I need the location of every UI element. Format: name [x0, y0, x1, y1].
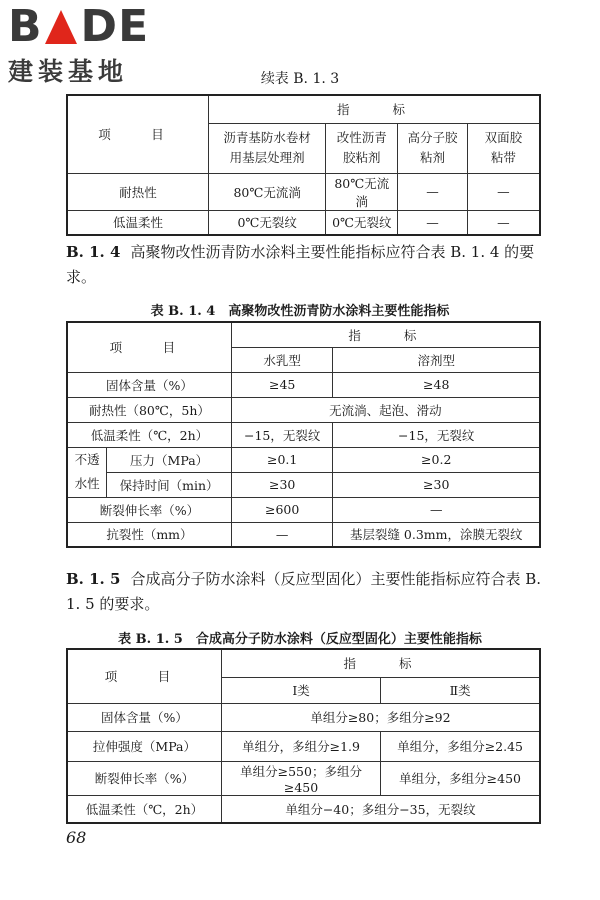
col-header: 双面胶 粘带: [467, 123, 540, 173]
cell: 80℃无流淌: [208, 173, 325, 210]
section-text: 合成高分子防水涂料（反应型固化）主要性能指标应符合表 B. 1. 5 的要求。: [66, 570, 542, 613]
table-b14-caption: 表 B. 1. 4 高聚物改性沥青防水涂料主要性能指标: [150, 304, 450, 319]
cell: 单组分≥550；多组分≥450: [221, 761, 380, 795]
table-row: [67, 447, 540, 472]
table-b14: [66, 321, 541, 548]
row-label: 固体含量（%）: [67, 703, 221, 731]
cell: —: [333, 497, 540, 522]
cell: ≥30: [333, 472, 540, 497]
table-b13-caption: 续表 B. 1. 3: [260, 71, 340, 87]
cell: ≥0.2: [333, 447, 540, 472]
table-b15: [66, 648, 541, 824]
cell: —: [398, 173, 468, 210]
row-label: 拉伸强度（MPa）: [67, 731, 221, 761]
table-row: [67, 522, 540, 547]
row-label: 低温柔性（℃，2h）: [67, 795, 221, 823]
row-label: 耐热性（80℃，5h）: [67, 397, 231, 422]
group-label-impermeability: 不透 水性: [67, 447, 107, 497]
table-row: [67, 703, 540, 731]
item-header: 项 目: [67, 322, 231, 372]
cell: —: [467, 210, 540, 235]
cell: 单组分≥80；多组分≥92: [221, 703, 540, 731]
item-header: 项 目: [67, 649, 221, 703]
section-b14-paragraph: [66, 240, 546, 290]
cell: —: [398, 210, 468, 235]
cell: 0℃无裂纹: [208, 210, 325, 235]
cell: —: [231, 522, 333, 547]
col-header: Ⅰ类: [221, 677, 380, 703]
table-row: [67, 795, 540, 823]
section-number: B. 1. 5: [66, 570, 121, 588]
table-row: [67, 497, 540, 522]
table-row: [67, 210, 540, 235]
col-header: 沥青基防水卷材 用基层处理剂: [208, 123, 325, 173]
section-number: B. 1. 4: [66, 243, 121, 261]
cell: 单组分，多组分≥2.45: [381, 731, 540, 761]
section-text: 高聚物改性沥青防水涂料主要性能指标应符合表 B. 1. 4 的要求。: [66, 243, 535, 286]
index-header: 指 标: [221, 649, 540, 677]
table-row: [67, 422, 540, 447]
logo-triangle-icon: [45, 10, 77, 44]
col-header: 水乳型: [231, 347, 333, 372]
cell: −15，无裂纹: [333, 422, 540, 447]
cell: ≥600: [231, 497, 333, 522]
row-label: 低温柔性（℃，2h）: [67, 422, 231, 447]
row-label: 固体含量（%）: [67, 372, 231, 397]
cell: ≥0.1: [231, 447, 333, 472]
col-header: 高分子胶 粘剂: [398, 123, 468, 173]
table-row: [67, 397, 540, 422]
table-row: [67, 472, 540, 497]
cell: 单组分，多组分≥1.9: [221, 731, 380, 761]
row-label: 低温柔性: [67, 210, 208, 235]
table-row: [67, 173, 540, 210]
row-label: 抗裂性（mm）: [67, 522, 231, 547]
logo-letter-b: B: [8, 1, 43, 52]
col-header: Ⅱ类: [381, 677, 540, 703]
table-b15-caption: 表 B. 1. 5 合成高分子防水涂料（反应型固化）主要性能指标: [118, 632, 482, 647]
index-header: 指 标: [231, 322, 540, 347]
col-header: 溶剂型: [333, 347, 540, 372]
cell: −15，无裂纹: [231, 422, 333, 447]
cell: ≥30: [231, 472, 333, 497]
cell: 单组分，多组分≥450: [381, 761, 540, 795]
table-row: [67, 372, 540, 397]
table-b13: [66, 94, 541, 236]
cell: 单组分−40；多组分−35，无裂纹: [221, 795, 540, 823]
table-row: [67, 731, 540, 761]
row-label: 耐热性: [67, 173, 208, 210]
page-number: 68: [66, 828, 87, 847]
logo-letters-de: DE: [80, 1, 150, 52]
cell: 基层裂缝 0.3mm，涂膜无裂纹: [333, 522, 540, 547]
cell: ≥45: [231, 372, 333, 397]
row-label: 断裂伸长率（%）: [67, 761, 221, 795]
row-label: 断裂伸长率（%）: [67, 497, 231, 522]
logo-subtitle: 建装基地: [8, 57, 129, 86]
cell: 80℃无流淌: [326, 173, 398, 210]
section-b15-paragraph: [66, 567, 546, 617]
item-header: 项 目: [67, 95, 208, 173]
row-label: 保持时间（min）: [107, 472, 232, 497]
cell: ≥48: [333, 372, 540, 397]
table-row: [67, 761, 540, 795]
cell: —: [467, 173, 540, 210]
col-header: 改性沥青 胶粘剂: [326, 123, 398, 173]
index-header: 指 标: [208, 95, 540, 123]
row-label: 压力（MPa）: [107, 447, 232, 472]
cell: 无流淌、起泡、滑动: [231, 397, 540, 422]
cell: 0℃无裂纹: [326, 210, 398, 235]
logo-wordmark: [8, 1, 150, 52]
